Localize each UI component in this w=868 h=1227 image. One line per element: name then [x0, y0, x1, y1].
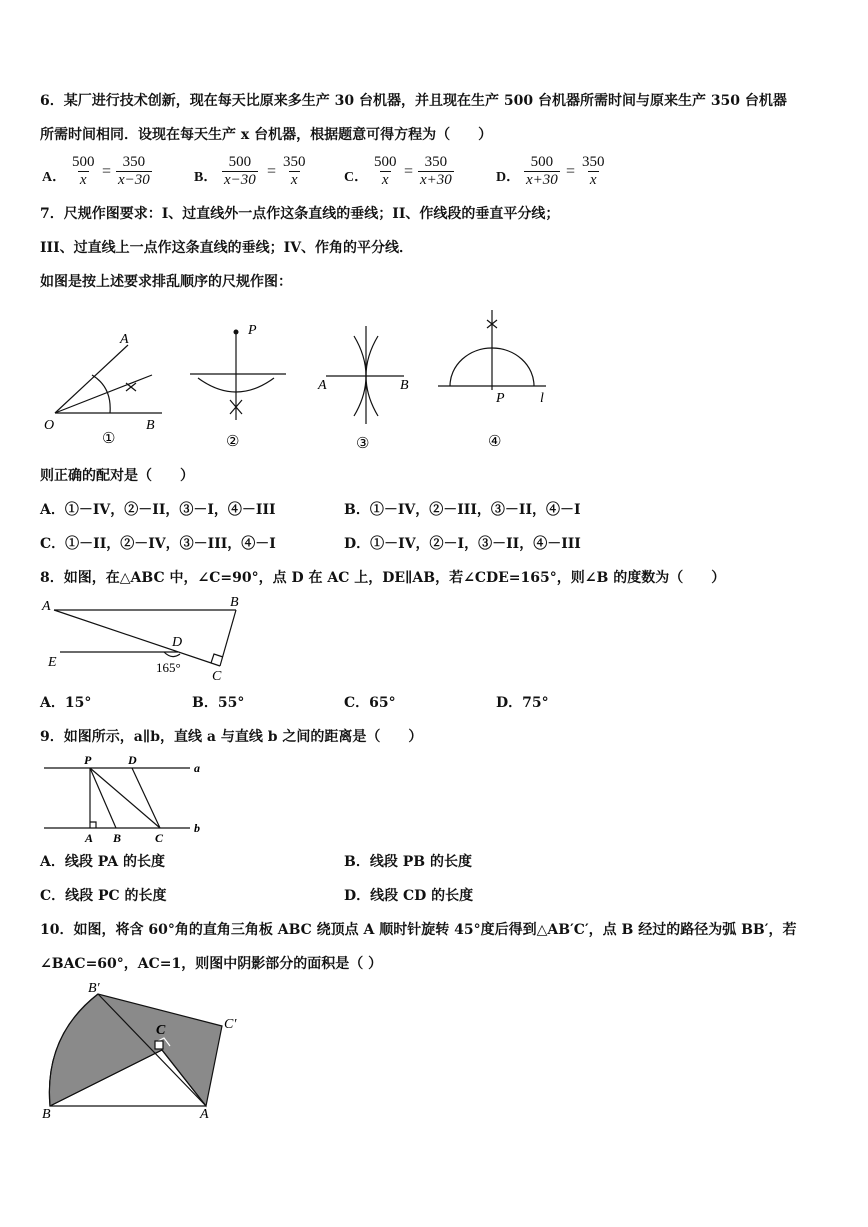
- q8-option-d[interactable]: D．75°: [496, 695, 549, 711]
- label-a-line: a: [194, 761, 200, 775]
- q7-figure-4: [434, 306, 554, 451]
- option-label: C．: [344, 170, 369, 185]
- option-label: A．: [42, 170, 67, 185]
- q7-figure-2: [186, 320, 296, 450]
- equals-sign: =: [102, 163, 112, 180]
- fraction-right: $\frac{350}{x}$: [283, 154, 306, 188]
- label-b-line: b: [194, 821, 200, 835]
- q10-line2: ∠BAC=60°，AC=1，则图中阴影部分的面积是（ ）: [40, 956, 383, 972]
- q7-question: 则正确的配对是（ ）: [40, 468, 194, 484]
- label-a: A: [85, 831, 94, 845]
- label-l: l: [540, 391, 544, 406]
- label-b: B: [113, 831, 122, 845]
- figure-number: ②: [226, 434, 240, 450]
- label-d: D: [128, 753, 137, 767]
- label-b: B: [42, 1107, 51, 1122]
- fraction-right: $\frac{350}{x+30}$: [420, 154, 452, 188]
- label-p: P: [496, 391, 505, 406]
- label-c: C: [156, 1023, 166, 1038]
- q7-option-c[interactable]: C．①－II，②－IV，③－III，④－I: [40, 536, 276, 552]
- q7-option-a[interactable]: A．①－IV，②－II，③－I，④－III: [40, 502, 276, 518]
- point-p-dot: [234, 330, 239, 335]
- label-a: A: [200, 1107, 209, 1122]
- label-c: C: [212, 669, 222, 684]
- q8-figure: [40, 592, 260, 684]
- label-c: C: [155, 831, 164, 845]
- label-o: O: [44, 418, 55, 433]
- equals-sign: =: [404, 163, 414, 180]
- fraction-right: $\frac{350}{x-30}$: [118, 154, 150, 188]
- label-a: A: [42, 599, 51, 614]
- label-a: A: [318, 378, 327, 393]
- label-d: D: [172, 635, 183, 650]
- figure-number: ①: [102, 431, 116, 447]
- equals-sign: =: [566, 163, 576, 180]
- fraction-left: $\frac{500}{x-30}$: [224, 154, 256, 188]
- q7-figure-3: [316, 322, 416, 452]
- label-b: B: [230, 595, 239, 610]
- q10-line1: 10．如图，将含 60°角的直角三角板 ABC 绕顶点 A 顺时针旋转 45°度后得到△AB′C′，点 B 经过的路径为弧 BB′，若: [40, 922, 797, 938]
- label-c-prime: C′: [224, 1017, 237, 1032]
- label-p: P: [248, 323, 257, 338]
- q9-option-d[interactable]: D．线段 CD 的长度: [344, 888, 474, 904]
- q9-line1: 9．如图所示，a∥b，直线 a 与直线 b 之间的距离是（ ）: [40, 729, 423, 745]
- angle-label: 165°: [156, 660, 181, 675]
- q10-figure: [40, 980, 250, 1120]
- label-b-prime: B′: [88, 981, 100, 996]
- q9-option-a[interactable]: A．线段 PA 的长度: [40, 854, 165, 870]
- q9-option-b[interactable]: B．线段 PB 的长度: [344, 854, 472, 870]
- figure-number: ③: [356, 436, 370, 452]
- q8-option-a[interactable]: A．15°: [40, 695, 92, 711]
- q6-line2: 所需时间相同．设现在每天生产 x 台机器，根据题意可得方程为（ ）: [40, 127, 493, 143]
- label-b: B: [146, 418, 155, 433]
- q9-figure: [40, 752, 210, 844]
- fraction-right: $\frac{350}{x}$: [582, 154, 605, 188]
- q8-line1: 8．如图，在△ABC 中，∠C=90°，点 D 在 AC 上，DE∥AB，若∠CDE=165°，则∠B 的度数为（ ）: [40, 570, 726, 586]
- equals-sign: =: [267, 163, 277, 180]
- fraction-left: $\frac{500}{x+30}$: [526, 154, 558, 188]
- q8-option-b[interactable]: B．55°: [192, 695, 245, 711]
- q7-option-d[interactable]: D．①－IV，②－I，③－II，④－III: [344, 536, 581, 552]
- label-e: E: [48, 655, 57, 670]
- q7-line2: III、过直线上一点作这条直线的垂线；IV、作角的平分线．: [40, 240, 414, 256]
- shaded-region: [49, 994, 222, 1106]
- label-a: A: [120, 332, 129, 347]
- q9-option-c[interactable]: C．线段 PC 的长度: [40, 888, 167, 904]
- option-label: B．: [194, 170, 218, 185]
- fraction-left: $\frac{500}{x}$: [374, 154, 397, 188]
- q8-option-c[interactable]: C．65°: [344, 695, 396, 711]
- label-b: B: [400, 378, 409, 393]
- fraction-left: $\frac{500}{x}$: [72, 154, 95, 188]
- q7-figure-1: [40, 325, 170, 455]
- q7-line1: 7．尺规作图要求：I、过直线外一点作这条直线的垂线；II、作线段的垂直平分线；: [40, 206, 560, 222]
- q7-line3: 如图是按上述要求排乱顺序的尺规作图：: [40, 274, 292, 290]
- option-label: D．: [496, 170, 521, 185]
- q6-line1: 6．某厂进行技术创新，现在每天比原来多生产 30 台机器，并且现在生产 500 台机器所需时间与原来生产 350 台机器: [40, 93, 787, 109]
- figure-number: ④: [488, 434, 502, 450]
- q7-option-b[interactable]: B．①－IV，②－III，③－II，④－I: [344, 502, 581, 518]
- label-p: P: [84, 753, 92, 767]
